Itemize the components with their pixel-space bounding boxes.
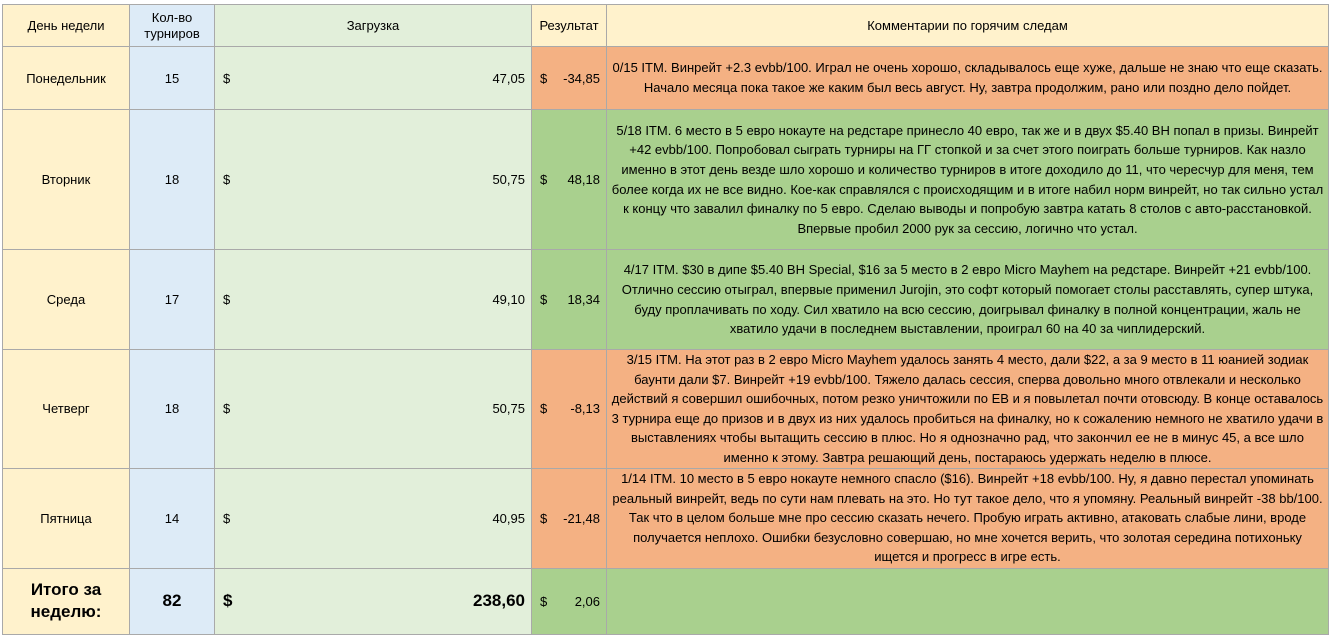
currency-symbol: $ <box>540 510 548 526</box>
total-count[interactable]: 82 <box>130 568 215 634</box>
load-value: 40,95 <box>492 510 525 526</box>
count-cell[interactable]: 18 <box>130 110 215 250</box>
day-cell[interactable]: Понедельник <box>3 47 130 110</box>
load-value: 47,05 <box>492 70 525 86</box>
day-cell[interactable]: Вторник <box>3 110 130 250</box>
table-row <box>3 468 1329 568</box>
total-result-cell[interactable] <box>532 568 607 634</box>
load-cell[interactable] <box>215 350 532 469</box>
comment-cell[interactable] <box>607 250 1329 350</box>
comment-text: 1/14 ITM. 10 место в 5 евро нокауте немного спасло ($16). Винрейт +18 evbb/100. Ну, я давно перестал упоминать реальный винрейт, ведь по сути нам плевать на это. Но тут такое дело, что я упомяну. Реальный винрейт -38 bb/100. Так что в целом больше мне про сессию сказать нечего. Пробую играть активно, атаковать слабые лини, вроде получается неплохо. Ошибки безусловно совершаю, но мне хочется верить, что золотая середина потихоньку ищется и прогресс в игре есть. <box>612 471 1323 565</box>
load-value: 50,75 <box>492 401 525 417</box>
load-cell[interactable] <box>215 250 532 350</box>
total-result-value: 2,06 <box>574 593 600 609</box>
header-row <box>3 5 1329 47</box>
currency-symbol: $ <box>223 70 231 86</box>
result-cell[interactable] <box>532 250 607 350</box>
day-cell[interactable]: Пятница <box>3 468 130 568</box>
load-cell[interactable] <box>215 468 532 568</box>
header-result[interactable]: Результат <box>532 5 607 47</box>
count-cell[interactable]: 18 <box>130 350 215 469</box>
load-cell[interactable] <box>215 110 532 250</box>
header-count[interactable]: Кол-во турниров <box>130 5 215 47</box>
currency-symbol: $ <box>223 292 231 307</box>
comment-cell[interactable] <box>607 350 1329 469</box>
count-cell[interactable]: 14 <box>130 468 215 568</box>
total-row <box>3 568 1329 634</box>
total-load-cell[interactable] <box>215 568 532 634</box>
day-cell[interactable]: Четверг <box>3 350 130 469</box>
table-row <box>3 250 1329 350</box>
currency-symbol: $ <box>540 401 548 417</box>
total-load-value: 238,60 <box>473 591 525 611</box>
comment-text: 3/15 ITM. На этот раз в 2 евро Micro Mayhem удалось занять 4 место, дали $22, а за 9 место в 11 юанией зодиак баунти дали $7. Винрейт +19 evbb/100. Тяжело далась сессия, сперва довольно много отвлекали и несколько действий я совершил ошибочных, потом резко уничтожили по ЕВ и я повылетал почти отовсюду. В конце оставалось 3 турнира еще до призов и в двух из них удалось пробиться на финалку, но к сожалению немного не хватило удачи в выставлениях чтобы вытащить сессию в плюс. Но я однозначно рад, что закончил ее не в минус 45, а все шло именно к этому. Завтра решающий день, постараюсь удержать неделю в плюсе. <box>611 352 1324 465</box>
currency-symbol: $ <box>223 401 231 417</box>
comment-cell[interactable] <box>607 47 1329 110</box>
comment-cell[interactable] <box>607 468 1329 568</box>
header-load[interactable]: Загрузка <box>215 5 532 47</box>
result-cell[interactable] <box>532 110 607 250</box>
result-value: -21,48 <box>563 510 600 526</box>
header-comments[interactable]: Комментарии по горячим следам <box>607 5 1329 47</box>
result-value: -8,13 <box>570 401 600 417</box>
currency-symbol: $ <box>540 292 548 307</box>
weekly-results-table <box>2 4 1329 635</box>
result-value: -34,85 <box>563 70 600 86</box>
currency-symbol: $ <box>223 510 231 526</box>
count-cell[interactable]: 17 <box>130 250 215 350</box>
load-value: 50,75 <box>492 172 525 187</box>
result-value: 48,18 <box>567 172 600 187</box>
currency-symbol: $ <box>540 172 548 187</box>
comment-text: 5/18 ITM. 6 место в 5 евро нокауте на редстаре принесло 40 евро, так же и в двух $5.40 BH попал в призы. Винрейт +42 evbb/100. Попробовал сыграть турниры на ГГ стопкой и за счет этого поиграть больше турниров. Как назло именно в этот день везде шло хорошо и количество турниров в итоге доходило до 11, что чересчур для меня, тем более когда их не все видно. Кое-как справлялся с происходящим и в итоге набил норм винрейт, но так сильно устал к концу что завалил финалку по 5 евро. Сделаю выводы и попробую завтра катать 8 столов с авто-расстановкой. Впервые пробил 2000 рук за сессию, логично что устал. <box>611 122 1324 236</box>
load-value: 49,10 <box>492 292 525 307</box>
header-day[interactable]: День недели <box>3 5 130 47</box>
comment-cell[interactable] <box>607 110 1329 250</box>
table-row <box>3 110 1329 250</box>
comment-text: 4/17 ITM. $30 в дипе $5.40 BH Special, $16 за 5 место в 2 евро Micro Mayhem на редстаре. Винрейт +21 evbb/100. Отлично сессию отыграл, впервые применил Jurojin, это софт который помогает столы расставлять, супер штука, буду проплачивать по ходу. Сил хватило на всю сессию, доигрывал финалку в полной концентрации, жаль не хватило удачи в последнем выставлении, проиграл 60 на 40 за чиплидерский. <box>621 262 1314 337</box>
result-value: 18,34 <box>567 292 600 307</box>
total-label[interactable]: Итого за неделю: <box>3 568 130 634</box>
currency-symbol: $ <box>223 591 233 611</box>
result-cell[interactable] <box>532 350 607 469</box>
result-cell[interactable] <box>532 47 607 110</box>
count-cell[interactable]: 15 <box>130 47 215 110</box>
currency-symbol: $ <box>540 593 548 609</box>
currency-symbol: $ <box>223 172 231 187</box>
result-cell[interactable] <box>532 468 607 568</box>
day-cell[interactable]: Среда <box>3 250 130 350</box>
table-row <box>3 47 1329 110</box>
load-cell[interactable] <box>215 47 532 110</box>
comment-text: 0/15 ITM. Винрейт +2.3 evbb/100. Играл не очень хорошо, складывалось еще хуже, дальше не знаю что еще сказать. Начало месяца пока такое же каким был весь август. Ну, завтра продолжим, рано или поздно дело пойдет. <box>612 60 1323 95</box>
total-comment-cell[interactable] <box>607 568 1329 634</box>
table-row <box>3 350 1329 469</box>
currency-symbol: $ <box>540 70 548 86</box>
